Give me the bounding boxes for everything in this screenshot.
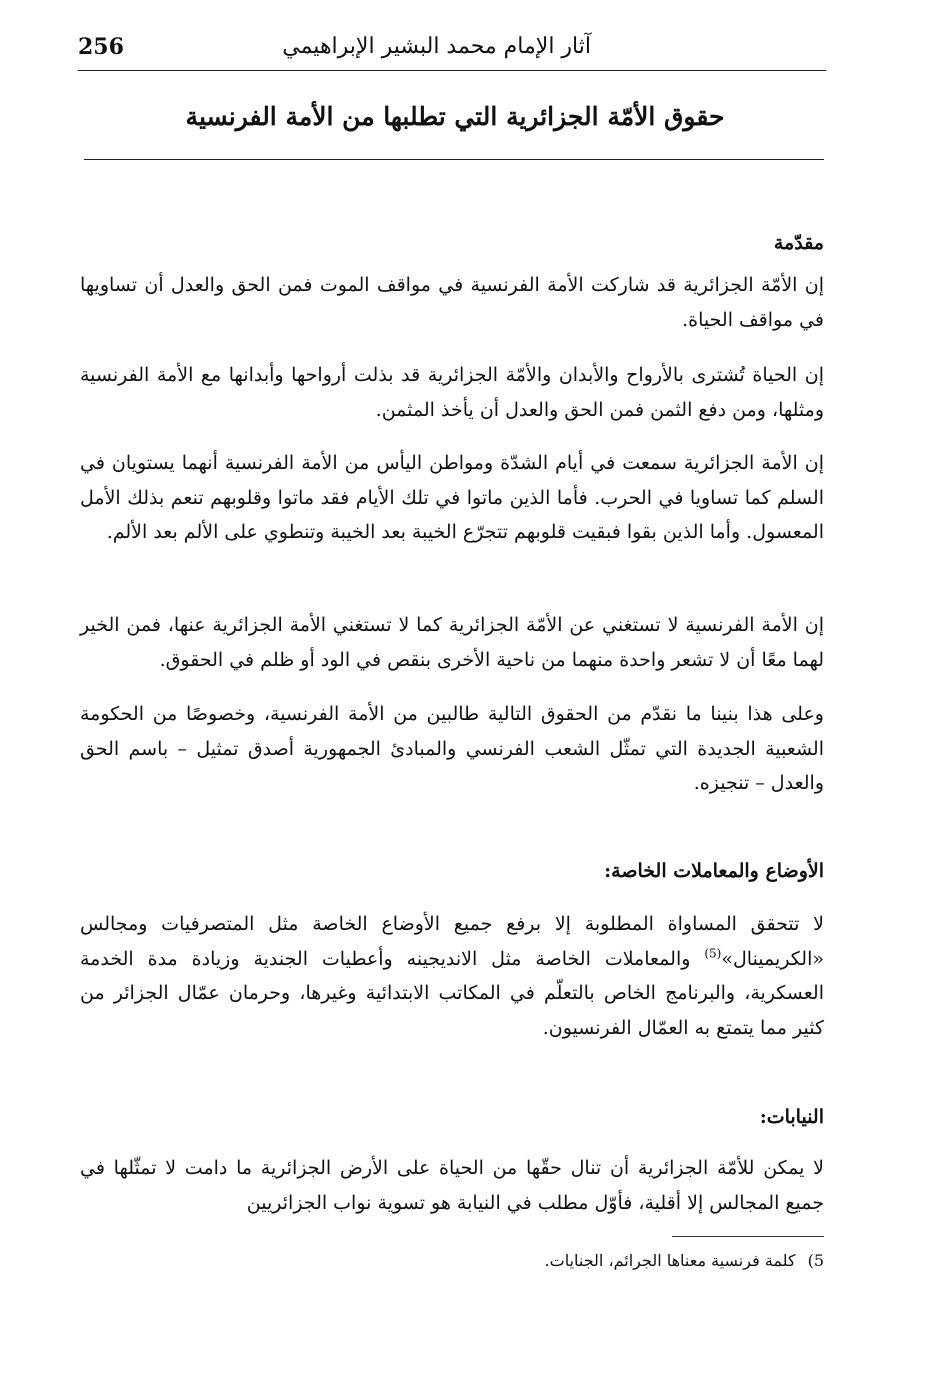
footnote-divider	[672, 1236, 824, 1237]
representation-heading: النيابات:	[759, 1106, 824, 1128]
special-conditions-text-start: لا تتحقق المساواة المطلوبة إلا برفع جميع الأوضاع الخاصة مثل المتصرفيات ومجالس «الكريمينال»	[80, 913, 824, 970]
intro-heading: مقدّمة	[773, 232, 824, 254]
footnote-marker: 5)	[807, 1251, 824, 1270]
book-title: آثار الإمام محمد البشير الإبراهيمي	[282, 34, 591, 59]
intro-paragraph-5: وعلى هذا بنينا ما نقدّم من الحقوق التالية طالبين من الأمة الفرنسية، وخصوصًا من الحكومة الشعبية الجديدة التي تمثّل الشعب الفرنسي والمبادئ الجمهورية أصدق تمثيل – باسم الحق والعدل – تنجيزه.	[80, 703, 824, 794]
intro-paragraph-4: إن الأمة الفرنسية لا تستغني عن الأمّة الجزائرية كما لا تستغني الأمة الجزائرية عنها، فمن الخير لهما معًا أن لا تشعر واحدة منهما من ناحية الأخرى بنقص في الود أو ظلم في الحقوق.	[80, 614, 824, 671]
footnote-reference: (5)	[704, 946, 722, 961]
chapter-title: حقوق الأمّة الجزائرية التي تطلبها من الأمة الفرنسية	[185, 102, 725, 131]
footnote-text: كلمة فرنسية معناها الجرائم، الجنايات.	[544, 1251, 796, 1270]
special-conditions-text-end: والمعاملات الخاصة مثل الانديجينه وأعطيات الجندية وزيادة مدة الخدمة العسكرية، والبرنامج الخاص بالتعلّم في المكاتب الابتدائية وغيرها، وحرمان عمّال الجزائر من كثير مما يتمتع به العمّال الفرنسيون.	[80, 947, 824, 1039]
intro-paragraph-3: إن الأمة الجزائرية سمعت في أيام الشدّة ومواطن اليأس من الأمة الفرنسية أنهما يستويان في السلم كما تساويا في الحرب. فأما الذين ماتوا في تلك الأيام فقد ماتوا وقلوبهم تنعم بذلك الأمل المعسول. وأما الذين بقوا فبقيت قلوبهم تتجرّع الخيبة بعد الخيبة وتنطوي على الألم بعد الألم.	[80, 452, 824, 543]
special-conditions-paragraph	[80, 907, 824, 1045]
intro-paragraph-1: إن الأمّة الجزائرية قد شاركت الأمة الفرنسية في مواقف الموت فمن الحق والعدل أن تساويها في مواقف الحياة.	[80, 274, 824, 331]
special-conditions-heading: الأوضاع والمعاملات الخاصة:	[604, 860, 824, 882]
intro-paragraph-2: إن الحياة تُشترى بالأرواح والأبدان والأمّة الجزائرية قد بذلت أرواحها وأبدانها مع الأمة الفرنسية ومثلها، ومن دفع الثمن فمن الحق والعدل أن يأخذ المثمن.	[80, 364, 824, 421]
running-header	[78, 30, 826, 71]
representation-paragraph: لا يمكن للأمّة الجزائرية أن تنال حقّها من الحياة على الأرض الجزائرية ما دامت لا تمثّلها في جميع المجالس إلا أقلية، فأوّل مطلب في النيابة هو تسوية نواب الجزائريين	[80, 1157, 824, 1214]
title-divider	[84, 159, 824, 160]
footnote	[545, 1251, 824, 1270]
page-number: 256	[78, 34, 124, 60]
